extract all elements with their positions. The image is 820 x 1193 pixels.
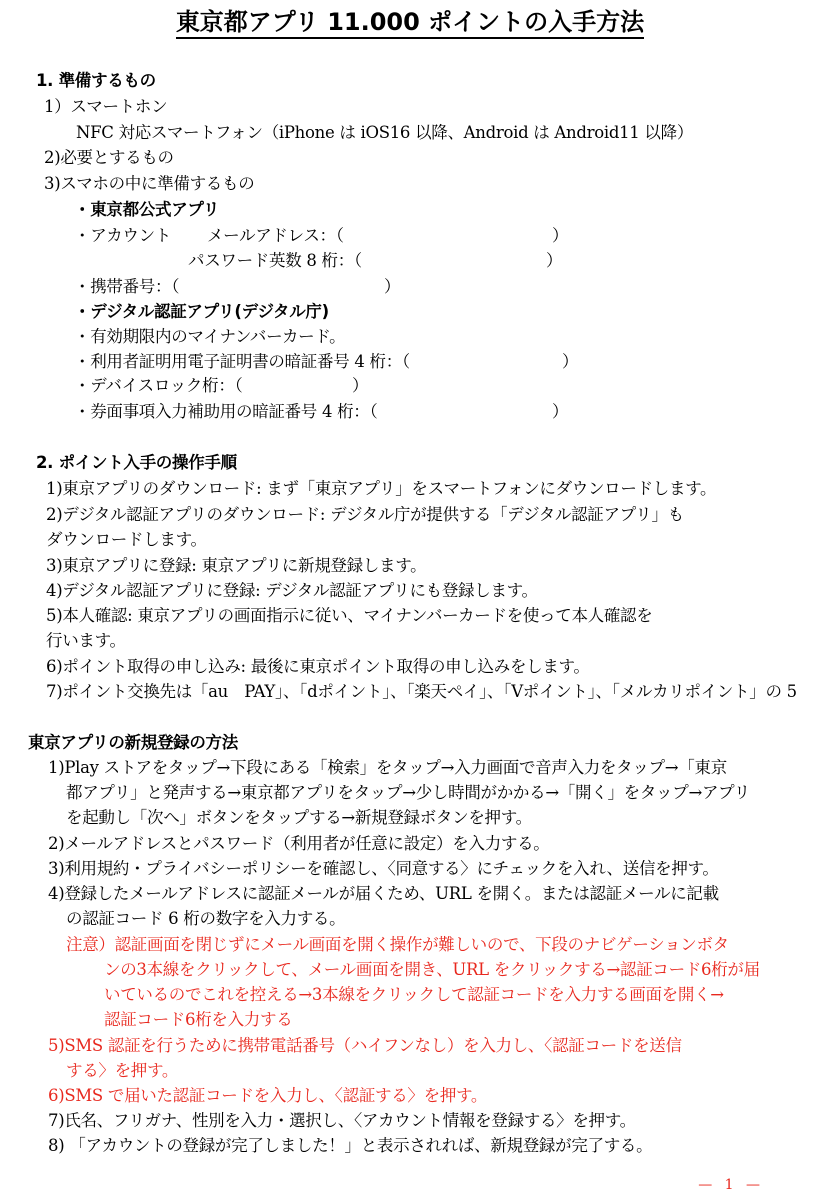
- red-step-line: 6)SMS で届いた認証コードを入力し、〈認証する〉を押す。: [48, 1086, 488, 1105]
- device-lock-close-paren: ）: [352, 376, 369, 395]
- section1-item1-detail: NFC 対応スマートフォン（iPhone は iOS16 以降、Android は Android11 以降）: [76, 123, 694, 142]
- section2-line: ダウンロードします。: [46, 530, 207, 549]
- tokyo-app-label: ・東京都公式アプリ: [74, 200, 220, 219]
- phone-label: ・携帯番号：（: [74, 277, 180, 296]
- pin-form: ・券面事項入力補助用の暗証番号 4 桁：（: [74, 402, 378, 421]
- section3-line: 都アプリ」と発声する→東京都アプリをタップ→少し時間がかかる→「開く」をタップ→アプリ: [66, 783, 750, 802]
- password-close-paren: ）: [546, 251, 563, 270]
- section2-line: 4)デジタル認証アプリに登録: デジタル認証アプリにも登録します。: [46, 581, 538, 600]
- section2-line: 7)ポイント交換先は「au PAY」、「dポイント」、「楽天ペイ」、「Vポイント」、「メルカリポイント」の 5: [46, 682, 797, 701]
- section1-item3: 3)スマホの中に準備するもの: [44, 174, 255, 193]
- section2-line: 5)本人確認: 東京アプリの画面指示に従い、マイナンバーカードを使って本人確認を: [46, 606, 653, 625]
- final-step-line: 8) 「アカウントの登録が完了しました！」と表示されれば、新規登録が完了する。: [48, 1136, 653, 1155]
- account-label: ・アカウント: [74, 226, 172, 245]
- final-step-line: 7)氏名、フリガナ、性別を入力・選択し、〈アカウント情報を登録する〉を押す。: [48, 1111, 636, 1130]
- section2-line: 6)ポイント取得の申し込み: 最後に東京ポイント取得の申し込みをします。: [46, 657, 590, 676]
- section2-line: 3)東京アプリに登録: 東京アプリに新規登録します。: [46, 556, 427, 575]
- section2-line: 行います。: [46, 631, 126, 650]
- section3-line: 4)登録したメールアドレスに認証メールが届くため、URL を開く。または認証メールに記載: [48, 884, 719, 903]
- digital-auth-app-label: ・デジタル認証アプリ(デジタル庁): [74, 302, 329, 321]
- phone-close-paren: ）: [384, 277, 401, 296]
- section2-line: 2)デジタル認証アプリのダウンロード: デジタル庁が提供する「デジタル認証アプリ」も: [46, 505, 684, 524]
- section3-heading: 東京アプリの新規登録の方法: [28, 733, 238, 752]
- pin-form-close-paren: ）: [552, 402, 569, 421]
- device-lock: ・デバイスロック桁：（: [74, 376, 243, 395]
- note-line: 注意）認証画面を閉じずにメール画面を開く操作が難しいので、下段のナビゲーションボタ: [66, 935, 729, 954]
- note-line: いているのでこれを控える→3本線をクリックして認証コードを入力する画面を開く→: [104, 985, 724, 1004]
- mynumber-card: ・有効期限内のマイナンバーカード。: [74, 327, 346, 346]
- page-number: — 1 —: [698, 1177, 764, 1193]
- section3-line: を起動し「次へ」ボタンをタップする→新規登録ボタンを押す。: [66, 808, 532, 827]
- section2-heading: 2. ポイント入手の操作手順: [36, 453, 237, 472]
- section3-line: 2)メールアドレスとパスワード（利用者が任意に設定）を入力する。: [48, 834, 550, 853]
- pin-user-cert: ・利用者証明用電子証明書の暗証番号 4 桁：（: [74, 352, 410, 371]
- section1-heading: 1. 準備するもの: [36, 71, 156, 90]
- red-step-line: 5)SMS 認証を行うために携帯電話番号（ハイフンなし）を入力し、〈認証コードを送信: [48, 1036, 682, 1055]
- note-line: ンの3本線をクリックして、メール画面を開き、URL をクリックする→認証コード6桁が届: [104, 960, 760, 979]
- section1-item2: 2)必要とするもの: [44, 148, 174, 167]
- account-row: [74, 223, 344, 248]
- email-close-paren: ）: [552, 226, 569, 245]
- email-label: メールアドレス：（: [206, 226, 344, 245]
- section3-line: 3)利用規約・プライバシーポリシーを確認し、〈同意する〉にチェックを入れ、送信を押す。: [48, 859, 719, 878]
- password-label: パスワード英数 8 桁：（: [188, 251, 362, 270]
- section3-line: 1)Play ストアをタップ→下段にある「検索」をタップ→入力画面で音声入力をタップ→「東京: [48, 758, 727, 777]
- section1-item1: 1）スマートホン: [44, 97, 168, 116]
- red-step-line: する〉を押す。: [66, 1061, 179, 1080]
- page-title: 東京都アプリ 11.000 ポイントの入手方法: [0, 4, 820, 40]
- pin-user-cert-close-paren: ）: [562, 352, 579, 371]
- note-line: 認証コード6桁を入力する: [104, 1010, 293, 1029]
- section3-line: の認証コード 6 桁の数字を入力する。: [66, 909, 346, 928]
- section2-line: 1)東京アプリのダウンロード: まず「東京アプリ」をスマートフォンにダウンロードします。: [46, 479, 717, 498]
